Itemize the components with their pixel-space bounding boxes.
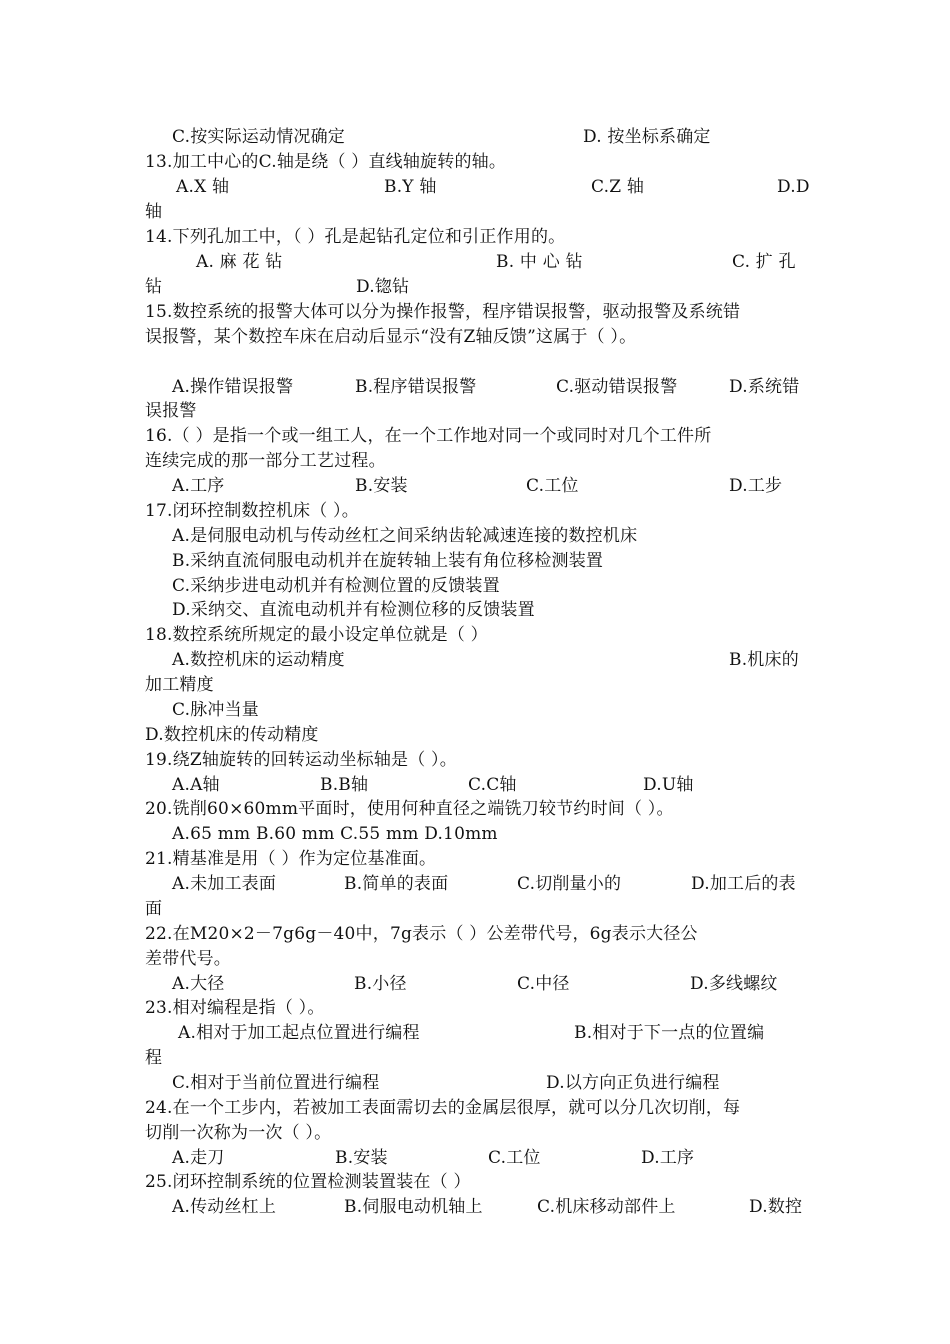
option-line: C.机床移动部件上 xyxy=(537,1197,676,1217)
question-line: 21.精基准是用（ ）作为定位基准面。 xyxy=(145,849,437,869)
option-line: B. 中 心 钻 xyxy=(496,252,583,272)
option-line: 程 xyxy=(145,1048,163,1068)
option-line: C.C轴 xyxy=(468,775,517,795)
option-line: A.未加工表面 xyxy=(172,874,277,894)
option-line: A.数控机床的运动精度 xyxy=(172,650,345,670)
option-line: 轴 xyxy=(145,202,163,222)
option-line: C.中径 xyxy=(517,974,570,994)
option-line: C. 扩 孔 xyxy=(732,252,796,272)
option-line: C.工位 xyxy=(526,476,579,496)
option-line: B.相对于下一点的位置编 xyxy=(574,1023,765,1043)
question-line: 23.相对编程是指（ ）。 xyxy=(145,998,325,1018)
option-line: A.相对于加工起点位置进行编程 xyxy=(178,1023,420,1043)
question-line: 17.闭环控制数控机床（ ）。 xyxy=(145,501,359,521)
option-line: 加工精度 xyxy=(145,675,214,695)
option-line: A.传动丝杠上 xyxy=(172,1197,277,1217)
question-line: 25.闭环控制系统的位置检测装置装在（ ） xyxy=(145,1172,471,1192)
option-line: D.D xyxy=(777,177,810,197)
option-line: B.简单的表面 xyxy=(344,874,449,894)
question-line: 20.铣削60×60mm平面时，使用何种直径之端铣刀较节约时间（ ）。 xyxy=(145,799,674,819)
option-line: 钻 xyxy=(145,277,163,297)
option-line: D.数控机床的传动精度 xyxy=(145,725,319,745)
option-line: D.工序 xyxy=(641,1148,695,1168)
option-line: D.工步 xyxy=(729,476,783,496)
option-line: D.锪钻 xyxy=(356,277,410,297)
question-line: 18.数控系统所规定的最小设定单位就是（ ） xyxy=(145,625,488,645)
option-line: A. 麻 花 钻 xyxy=(196,252,283,272)
option-line: D.U轴 xyxy=(643,775,694,795)
question-line: 差带代号。 xyxy=(145,949,231,969)
option-line: B.程序错误报警 xyxy=(355,377,477,397)
option-line: C.按实际运动情况确定 xyxy=(172,127,346,147)
option-line: D.数控 xyxy=(749,1197,803,1217)
question-line: 19.绕Z轴旋转的回转运动坐标轴是（ ）。 xyxy=(145,750,457,770)
option-line: A.X 轴 xyxy=(176,177,230,197)
option-line: D.以方向正负进行编程 xyxy=(546,1073,720,1093)
option-line: D.采纳交、直流电动机并有检测位移的反馈装置 xyxy=(172,600,535,620)
option-line: A.大径 xyxy=(172,974,225,994)
option-line: A.65 mm B.60 mm C.55 mm D.10mm xyxy=(172,824,498,844)
option-line: A.A轴 xyxy=(172,775,220,795)
option-line: D. 按坐标系确定 xyxy=(583,127,711,147)
option-line: B.安装 xyxy=(335,1148,388,1168)
question-line: 16.（ ）是指一个或一组工人，在一个工作地对同一个或同时对几个工件所 xyxy=(145,426,712,446)
option-line: A.操作错误报警 xyxy=(172,377,294,397)
question-line: 连续完成的那一部分工艺过程。 xyxy=(145,451,386,471)
option-line: A.工序 xyxy=(172,476,225,496)
option-line: D.多线螺纹 xyxy=(690,974,778,994)
question-line: 误报警，某个数控车床在启动后显示“没有Z轴反馈”这属于（ ）。 xyxy=(145,327,637,347)
option-line: 误报警 xyxy=(145,401,197,421)
option-line: C.脉冲当量 xyxy=(172,700,260,720)
option-line: C.驱动错误报警 xyxy=(556,377,678,397)
option-line: C.工位 xyxy=(488,1148,541,1168)
option-line: A.是伺服电动机与传动丝杠之间采纳齿轮减速连接的数控机床 xyxy=(172,526,638,546)
option-line: C.采纳步进电动机并有检测位置的反馈装置 xyxy=(172,576,500,596)
question-line: 14.下列孔加工中，（ ）孔是起钻孔定位和引正作用的。 xyxy=(145,227,566,247)
option-line: C.切削量小的 xyxy=(517,874,622,894)
option-line: B.小径 xyxy=(354,974,407,994)
question-line: 24.在一个工步内，若被加工表面需切去的金属层很厚，就可以分几次切削，每 xyxy=(145,1098,741,1118)
question-line: 22.在M20×2－7g6g－40中，7g表示（ ）公差带代号，6g表示大径公 xyxy=(145,924,698,944)
question-line: 15.数控系统的报警大体可以分为操作报警，程序错误报警，驱动报警及系统错 xyxy=(145,302,741,322)
option-line: D.系统错 xyxy=(729,377,800,397)
option-line: B.采纳直流伺服电动机并在旋转轴上装有角位移检测装置 xyxy=(172,551,604,571)
option-line: 面 xyxy=(145,899,163,919)
option-line: B.安装 xyxy=(355,476,408,496)
option-line: B.B轴 xyxy=(320,775,369,795)
option-line: B.机床的 xyxy=(729,650,799,670)
option-line: C.相对于当前位置进行编程 xyxy=(172,1073,380,1093)
option-line: B.伺服电动机轴上 xyxy=(344,1197,483,1217)
option-line: D.加工后的表 xyxy=(691,874,796,894)
question-line: 切削一次称为一次（ ）。 xyxy=(145,1123,332,1143)
question-line: 13.加工中心的C.轴是绕（ ）直线轴旋转的轴。 xyxy=(145,152,507,172)
option-line: B.Y 轴 xyxy=(384,177,437,197)
option-line: C.Z 轴 xyxy=(591,177,645,197)
option-line: A.走刀 xyxy=(172,1148,225,1168)
